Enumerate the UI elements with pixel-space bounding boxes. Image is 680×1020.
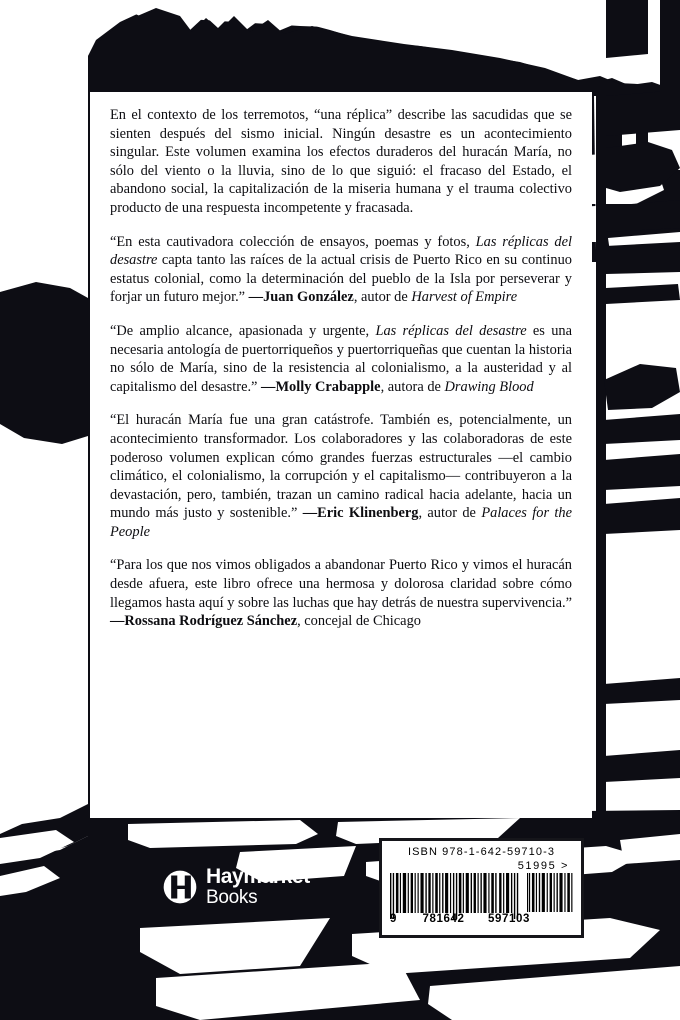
blurb-book-title: Las réplicas del desastre <box>375 322 527 339</box>
blurb-attribution-name: —Juan González <box>248 289 354 306</box>
blurb-juan-gonzalez <box>110 233 572 307</box>
blurb-attribution-role: , concejal de Chicago <box>297 613 421 630</box>
ean-group-2: 597103 <box>488 913 530 925</box>
barcode-addon-text: 51995 > <box>517 860 569 872</box>
blurb-rossana-rodriguez-sanchez <box>110 556 572 630</box>
ean-lead-digit: 9 <box>390 913 397 925</box>
blurb-quote-rest: capta tanto las raíces de la actual crisis de Puerto Rico en su continuo estatus colonial, como la determinación del pueblo de la Isla por perseverar y forjar un futuro mejor.” <box>110 252 572 306</box>
book-description: En el contexto de los terremotos, “una réplica” describe las sacudidas que se sienten después del sismo inicial. Ningún desastre es un acontecimiento singular. Este volumen examina los efectos duraderos del huracán María, no sólo del viento o la lluvia, sino de lo que siguió: el fracaso del Estado, el abandono social, la capitalización de la miseria humana y el trauma colectivo producto de una respuesta incompetente y fracasada. <box>110 107 572 216</box>
blurb-attribution-work: Harvest of Empire <box>411 289 518 306</box>
blurb-eric-klinenberg <box>110 411 572 541</box>
isbn-barcode-block <box>379 838 584 938</box>
blurb-attribution-work: Palaces for the People <box>110 505 573 540</box>
publisher-name-line-2: Books <box>206 887 258 908</box>
publisher-name-line-1: Haymarket <box>206 865 310 888</box>
blurb-attribution-name: —Eric Klinenberg <box>302 505 419 522</box>
blurb-attribution-name: —Rossana Rodríguez Sánchez <box>110 613 298 630</box>
price-and-category: Current Affairs $19.95 <box>411 943 561 960</box>
haymarket-h-circle-icon <box>163 870 197 904</box>
blurb-quote-open: “En esta cautivadora colección de ensayos, poemas y fotos, <box>110 233 476 250</box>
blurb-quote-open: “De amplio alcance, apasionada y urgente, <box>110 322 376 339</box>
blurb-book-title: Las réplicas del desastre <box>110 233 572 269</box>
blurb-attribution-work: Drawing Blood <box>444 378 534 395</box>
blurb-attribution-role: , autor de <box>418 505 482 522</box>
blurb-quote-open: “El huracán María fue una gran catástrofe. También es, potencialmente, un acontecimiento transformador. Los colaboradores y las colaboradoras de este poderoso volumen explican cómo grandes fuerzas estructurales —el cambio climático, el colonialismo, la corrupción y el capitalismo— contribuyeron a la devastación, pero, también, trazan un camino radical hacia adelante, hacia un mundo más justo y sostenible.” <box>110 412 572 522</box>
blurb-molly-crabapple <box>110 322 572 396</box>
blurb-attribution-role: , autora de <box>380 378 445 395</box>
ean5-addon-bars <box>527 873 573 912</box>
blurb-attribution-name: —Molly Crabapple <box>261 378 381 395</box>
publisher-logo <box>163 866 310 907</box>
back-cover-text-panel <box>90 92 592 818</box>
blurb-quote-open: “Para los que nos vimos obligados a abandonar Puerto Rico y vimos el huracán desde afuera, este libro ofrece una hermosa y dolorosa claridad sobre cómo llegamos hasta aquí y sobre las luchas que hay detrás de nuestra supervivencia.” <box>110 557 572 611</box>
isbn-text: ISBN 978-1-642-59710-3 <box>407 846 556 858</box>
ean-digits-row <box>390 913 530 925</box>
publisher-wordmark <box>206 866 310 907</box>
ean-group-1: 781642 <box>422 913 465 925</box>
blurb-quote-rest: es una necesaria antología de puertorriqueños y puertorriqueñas que cuentan la historia no sólo de María, sino de la resistencia al colonialismo, a la austeridad y al capitalismo del desastre.” <box>110 322 573 395</box>
blurb-attribution-role: , autor de <box>353 289 412 306</box>
